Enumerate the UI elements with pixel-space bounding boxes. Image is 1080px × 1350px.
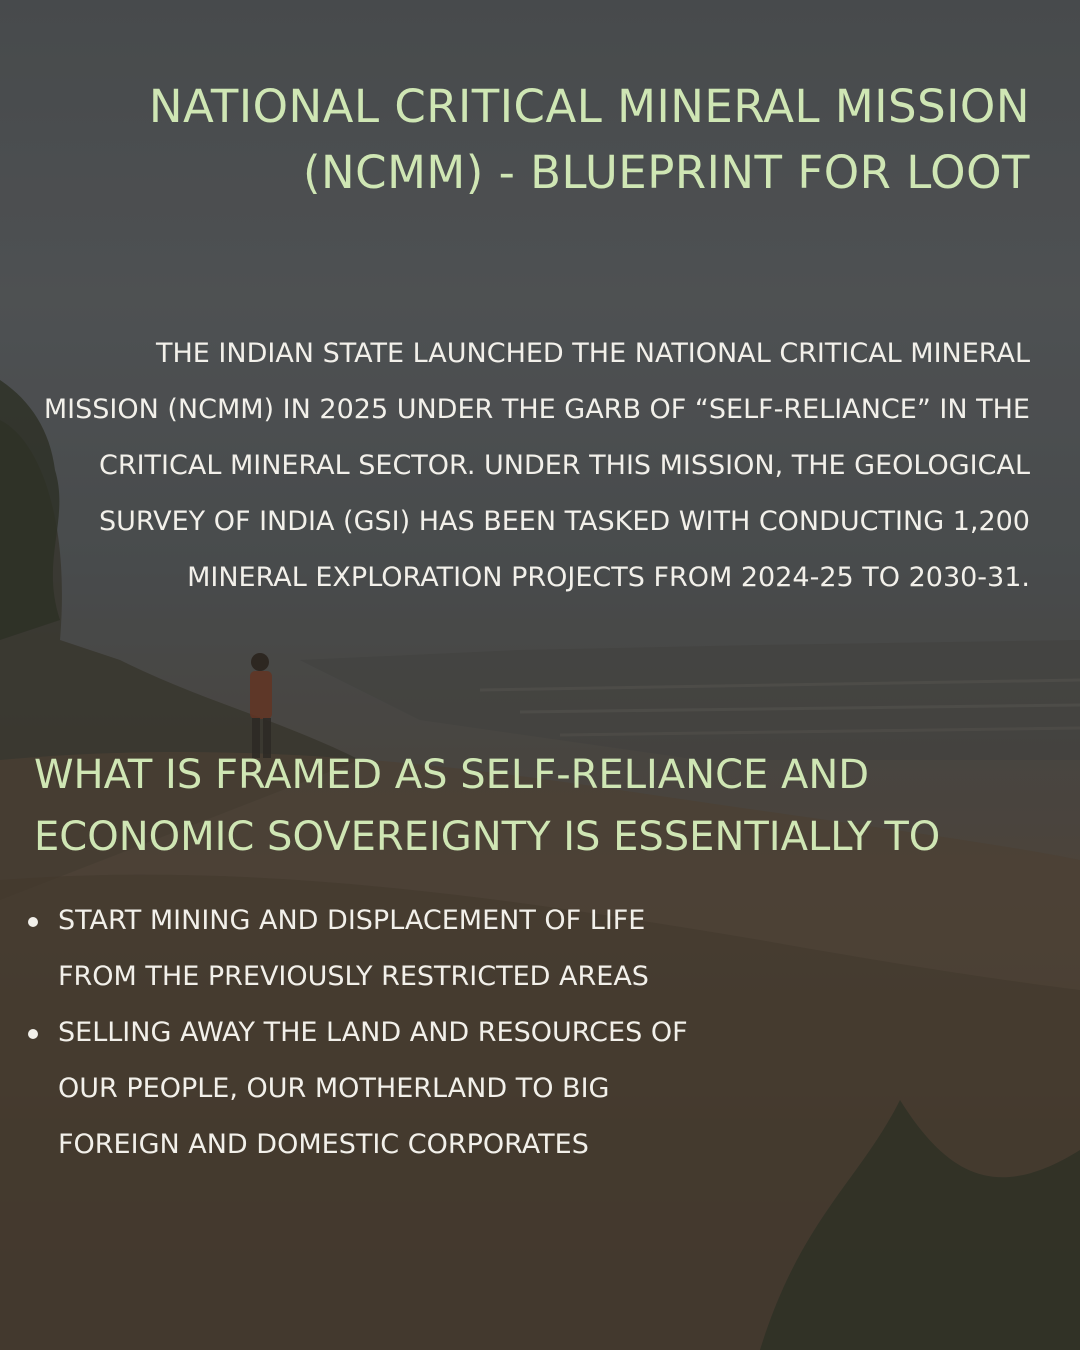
bullet-text: START MINING AND DISPLACEMENT OF LIFE FROM THE PREVIOUSLY RESTRICTED AREAS — [58, 905, 649, 992]
bullet-dot-icon — [28, 917, 38, 927]
bullet-dot-icon — [28, 1029, 38, 1039]
bullet-text: SELLING AWAY THE LAND AND RESOURCES OF OUR PEOPLE, OUR MOTHERLAND TO BIG FOREIGN AND DOMESTIC CORPORATES — [58, 1017, 688, 1160]
intro-paragraph: THE INDIAN STATE LAUNCHED THE NATIONAL CRITICAL MINERAL MISSION (NCMM) IN 2025 UNDER THE GARB OF “SELF-RELIANCE” IN THE CRITICAL MINERAL SECTOR. UNDER THIS MISSION, THE GEOLOGICAL SURVEY OF INDIA (GSI) HAS BEEN TASKED WITH CONDUCTING 1,200 MINERAL EXPLORATION PROJECTS FROM 2024-25 TO 2030-31. — [43, 338, 1030, 593]
poster-title: NATIONAL CRITICAL MINERAL MISSION (NCMM) - BLUEPRINT FOR LOOT — [148, 80, 1030, 199]
bullet-item — [24, 1005, 724, 1173]
subheading: WHAT IS FRAMED AS SELF-RELIANCE AND ECONOMIC SOVEREIGNTY IS ESSENTIALLY TO — [34, 752, 941, 860]
bullet-item — [24, 893, 724, 1005]
bullet-list — [24, 893, 724, 1173]
